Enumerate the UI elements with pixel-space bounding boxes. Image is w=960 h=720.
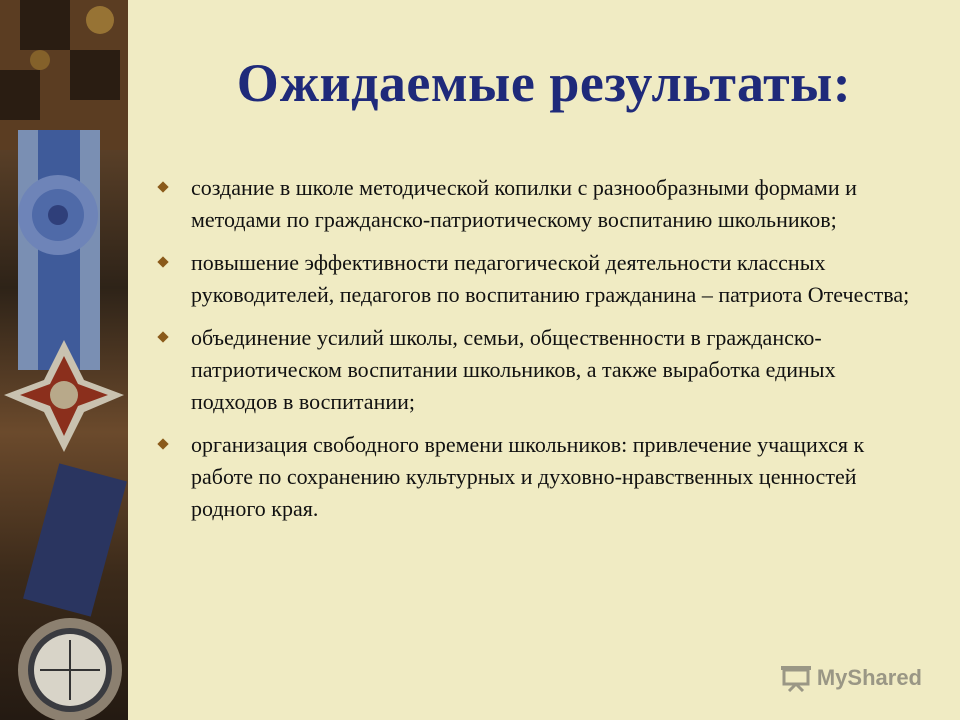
decorative-medal-image: [0, 0, 128, 720]
bullet-text: повышение эффективности педагогической деятельности классных руководителей, педагогов по воспитанию гражданина – патриота Отечества;: [191, 250, 910, 307]
bullet-text: создание в школе методической копилки с разнообразными формами и методами по гражданско-патриотическому воспитанию школьников;: [191, 175, 857, 232]
bullet-item: [158, 172, 918, 236]
bullet-text: объединение усилий школы, семьи, общественности в гражданско-патриотическом воспитании школьников, а также выработка единых подходов в воспитании;: [191, 325, 836, 414]
bullet-text: организация свободного времени школьников: привлечение учащихся к работе по сохранению культурных и духовно-нравственных ценностей родного края.: [191, 432, 865, 521]
slide-title: Ожидаемые результаты:: [236, 53, 852, 113]
diamond-bullet-icon: [157, 181, 168, 192]
bullet-item: [158, 247, 918, 311]
diamond-bullet-icon: [157, 256, 168, 267]
projector-screen-icon: [779, 664, 813, 692]
diamond-bullet-icon: [157, 438, 168, 449]
diamond-bullet-icon: [157, 331, 168, 342]
watermark-text: MyShared: [816, 665, 922, 690]
bullet-item: [158, 322, 918, 418]
bullet-item: [158, 429, 918, 525]
myshared-watermark: [779, 664, 922, 692]
bullet-list: [158, 172, 918, 536]
